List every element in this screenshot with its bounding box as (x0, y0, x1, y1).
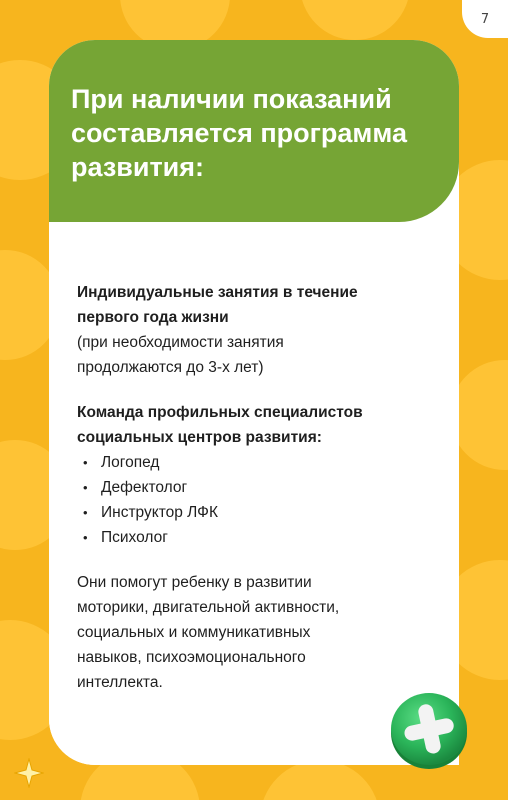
title-line: При наличии показаний (71, 84, 392, 114)
body-text: Они помогут ребенку в развитии (77, 574, 312, 591)
title-line: развития: (71, 152, 205, 182)
plus-icon (386, 688, 472, 774)
sparkle-icon (14, 758, 44, 792)
section-heading: первого года жизни (77, 309, 229, 326)
section-heading: Команда профильных специалистов (77, 404, 363, 421)
section-note: продолжаются до 3-х лет) (77, 359, 264, 376)
body-text: навыков, психоэмоционального (77, 649, 306, 666)
title-line: составляется программа (71, 118, 408, 148)
content-card (49, 40, 459, 765)
specialists-list (77, 450, 437, 550)
section-heading: Индивидуальные занятия в течение (77, 284, 358, 301)
list-item: • Дефектолог (77, 475, 437, 500)
section-note: (при необходимости занятия (77, 334, 284, 351)
card-header (49, 40, 459, 222)
list-item: • Психолог (77, 525, 437, 550)
body-text: интеллекта. (77, 674, 163, 691)
list-item: • Логопед (77, 450, 437, 475)
page-title (71, 82, 451, 184)
page-number: 7 (462, 0, 508, 38)
list-item: • Инструктор ЛФК (77, 500, 437, 525)
card-content (77, 280, 437, 695)
section-heading: социальных центров развития: (77, 429, 322, 446)
body-text: социальных и коммуникативных (77, 624, 311, 641)
body-text: моторики, двигательной активности, (77, 599, 340, 616)
